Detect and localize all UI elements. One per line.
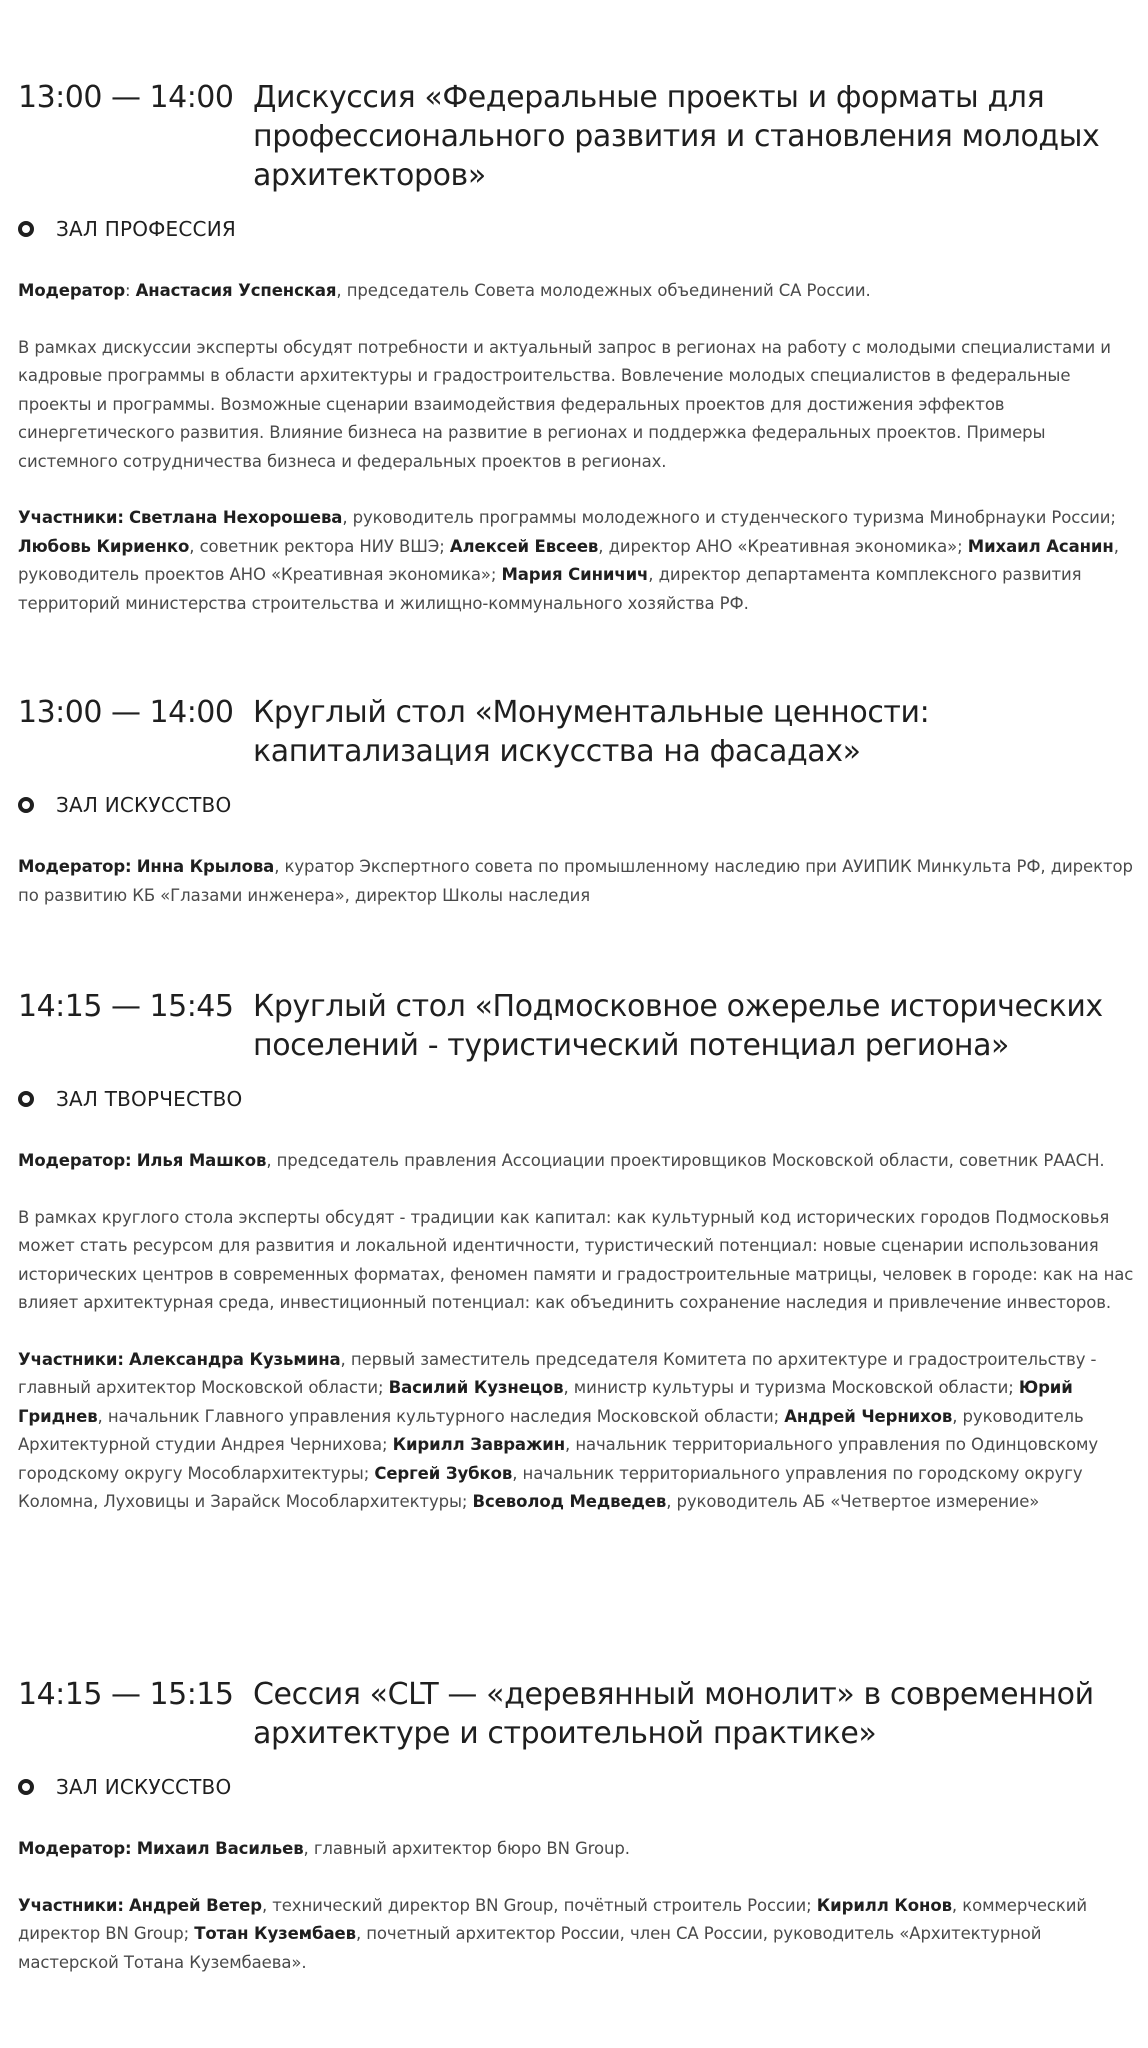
event-header	[18, 693, 1136, 771]
participants-list	[18, 1346, 1136, 1517]
participant-description: , технический директор BN Group, почётный строитель России;	[261, 1895, 812, 1915]
event-hall	[18, 1775, 1136, 1799]
moderator-description: , председатель Совета молодежных объединений СА России.	[336, 281, 871, 300]
event-hall	[18, 217, 1136, 241]
event-time: 14:15 — 15:15	[18, 1677, 234, 1712]
participant-description: , первый заместитель председателя Комитета по архитектуре и градостроительству - главный архитектор Московской области;	[18, 1349, 1097, 1397]
moderator-name: Михаил Васильев	[136, 1839, 304, 1858]
hall-name: ЗАЛ ИСКУССТВО	[56, 1775, 232, 1799]
moderator-line	[18, 1835, 1136, 1864]
participant-description: , руководитель программы молодежного и студенческого туризма Минобрнауки России;	[342, 508, 1116, 527]
moderator-label: Модератор:	[18, 1151, 132, 1170]
participant-description: , начальник территориального управления по городскому округу Коломна, Луховицы и Зарайск Мособлархитектуры;	[18, 1463, 1083, 1511]
participant-description: , руководитель Архитектурной студии Андрея Чернихова;	[18, 1406, 1084, 1454]
event-card	[18, 693, 1136, 910]
participant-name: Мария Синичич	[501, 565, 649, 584]
participant-name: Светлана Нехорошева	[129, 508, 343, 527]
moderator-name: Инна Крылова	[136, 857, 275, 876]
participant-name: Любовь Кириенко	[18, 536, 190, 556]
event-card	[18, 987, 1136, 1517]
location-dot-icon	[18, 221, 34, 237]
event-title: Круглый стол «Подмосковное ожерелье исторических поселений - туристический потенциал региона»	[253, 989, 1103, 1063]
event-title: Дискуссия «Федеральные проекты и форматы для профессионального развития и становления молодых архитекторов»	[253, 80, 1100, 193]
participant-name: Михаил Асанин	[967, 536, 1114, 556]
moderator-line	[18, 853, 1136, 910]
event-time: 14:15 — 15:45	[18, 989, 234, 1024]
participant-description: , руководитель проектов АНО «Креативная экономика»;	[18, 536, 1119, 584]
participants-list	[18, 504, 1136, 618]
participant-name: Кирилл Завражин	[392, 1435, 566, 1454]
participant-name: Сергей Зубков	[374, 1463, 513, 1483]
participant-description: , советник ректора НИУ ВШЭ;	[189, 536, 445, 556]
hall-name: ЗАЛ ПРОФЕССИЯ	[56, 217, 236, 241]
event-title: Круглый стол «Монументальные ценности: капитализация искусства на фасадах»	[253, 695, 930, 769]
location-dot-icon	[18, 1091, 34, 1107]
participants-list	[18, 1892, 1136, 1978]
participant-description: , начальник Главного управления культурного наследия Московской области;	[97, 1406, 780, 1426]
participant-name: Василий Кузнецов	[388, 1378, 564, 1397]
moderator-name: Илья Машков	[136, 1151, 267, 1170]
participant-name: Андрей Ветер	[129, 1895, 262, 1915]
participant-description: , министр культуры и туризма Московской области;	[563, 1378, 1014, 1397]
participant-description: , руководитель АБ «Четвертое измерение»	[666, 1492, 1040, 1511]
event-hall	[18, 793, 1136, 817]
moderator-separator: :	[125, 281, 136, 300]
location-dot-icon	[18, 1779, 34, 1795]
event-hall	[18, 1087, 1136, 1111]
event-description: В рамках круглого стола эксперты обсудят - традиции как капитал: как культурный код исторических городов Подмосковья может стать ресурсом для развития и локальной идентичности, туристический потенциал: новые сценарии использования исторических центров в современных форматах, феномен памяти и градостроительные матрицы, человек в городе: как на нас влияет архитектурная среда, инвестиционный потенциал: как объединить сохранение наследия и привлечение инвесторов.	[18, 1207, 1134, 1312]
event-card	[18, 1675, 1136, 1977]
event-card	[18, 78, 1136, 618]
event-header	[18, 1675, 1136, 1753]
hall-name: ЗАЛ ИСКУССТВО	[56, 793, 232, 817]
event-time: 13:00 — 14:00	[18, 695, 234, 730]
moderator-label: Модератор:	[18, 857, 132, 876]
participant-description: , директор АНО «Креативная экономика»;	[598, 536, 963, 556]
event-time: 13:00 — 14:00	[18, 80, 234, 115]
participant-name: Тотан Кузембаев	[194, 1924, 356, 1943]
moderator-description: , председатель правления Ассоциации проектировщиков Московской области, советник РААСН.	[266, 1151, 1105, 1170]
participant-name: Александра Кузьмина	[129, 1349, 341, 1369]
participant-description: , почетный архитектор России, член СА России, руководитель «Архитектурной мастерской Тотана Кузембаева».	[18, 1924, 1042, 1972]
event-header	[18, 987, 1136, 1065]
moderator-description: , куратор Экспертного совета по промышленному наследию при АУИПИК Минкульта РФ, директор по развитию КБ «Глазами инженера», директор Школы наследия	[18, 857, 1133, 905]
participant-description: , начальник территориального управления по Одинцовскому городскому округу Мособлархитектуры;	[18, 1435, 1099, 1483]
participant-description: , коммерческий директор BN Group;	[18, 1895, 1087, 1943]
event-header	[18, 78, 1136, 195]
participant-description: , директор департамента комплексного развития территорий министерства строительства и жилищно-коммунального хозяйства РФ.	[18, 565, 1082, 613]
moderator-line	[18, 277, 1136, 306]
participants-label: Участники:	[18, 508, 124, 527]
participant-name: Алексей Евсеев	[449, 536, 599, 556]
moderator-line	[18, 1147, 1136, 1176]
location-dot-icon	[18, 797, 34, 813]
event-description: В рамках дискуссии эксперты обсудят потребности и актуальный запрос в регионах на работу с молодыми специалистами и кадровые программы в области архитектуры и градостроительства. Вовлечение молодых специалистов в федеральные проекты и программы. Возможные сценарии взаимодействия федеральных проектов для достижения эффектов синергетического развития. Влияние бизнеса на развитие в регионах и поддержка федеральных проектов. Примеры системного сотрудничества бизнеса и федеральных проектов в регионах.	[18, 337, 1111, 471]
participant-name: Всеволод Медведев	[472, 1492, 667, 1511]
hall-name: ЗАЛ ТВОРЧЕСТВО	[56, 1087, 243, 1111]
moderator-label: Модератор	[18, 281, 126, 300]
moderator-label: Модератор:	[18, 1839, 132, 1858]
moderator-description: , главный архитектор бюро BN Group.	[303, 1839, 630, 1858]
participant-name: Кирилл Конов	[816, 1895, 952, 1915]
participants-label: Участники:	[18, 1349, 124, 1369]
moderator-name: Анастасия Успенская	[135, 281, 337, 300]
participant-name: Андрей Чернихов	[784, 1406, 953, 1426]
participants-label: Участники:	[18, 1895, 124, 1915]
participant-name: Юрий Гриднев	[18, 1378, 1073, 1426]
event-title: Сессия «CLT — «деревянный монолит» в современной архитектуре и строительной практике»	[253, 1677, 1094, 1751]
